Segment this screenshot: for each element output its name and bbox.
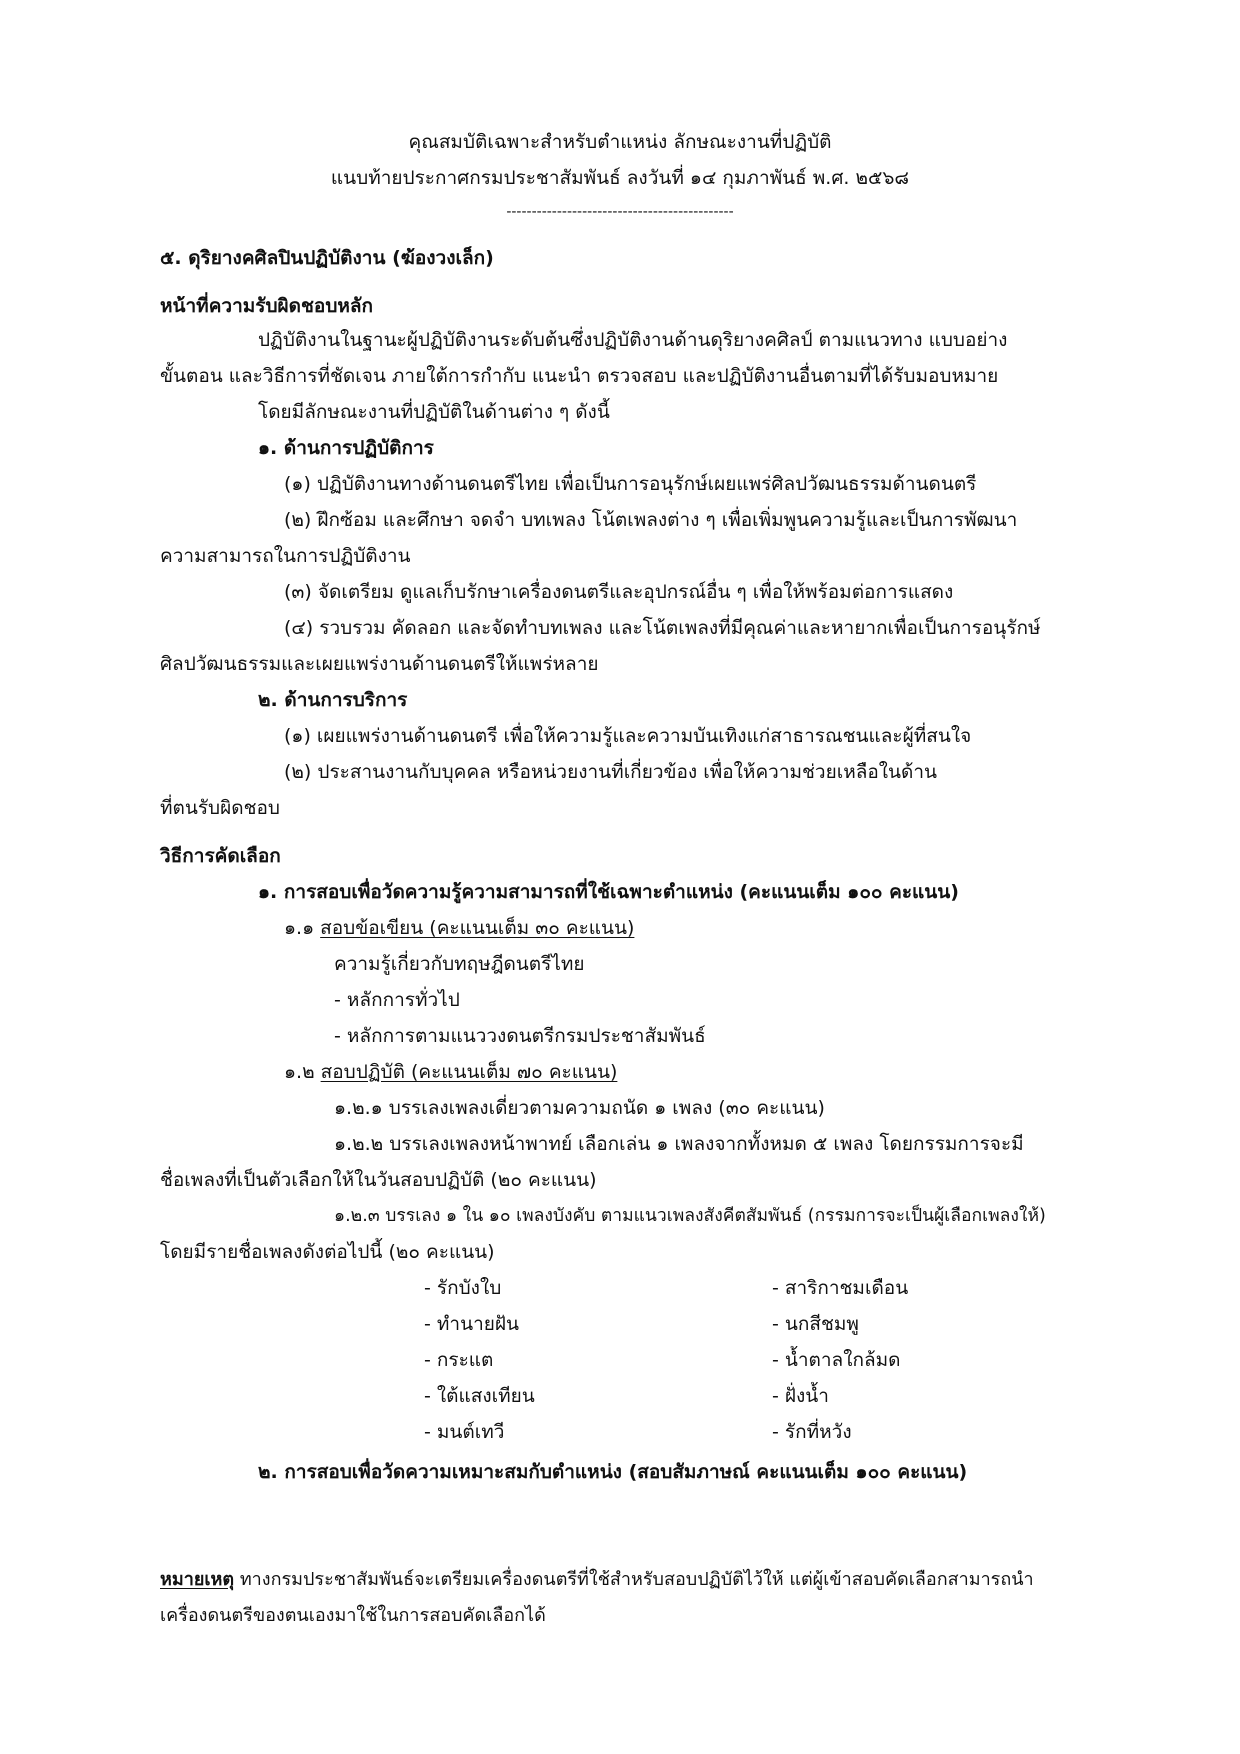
svc-item-1: (๑) เผยแพร่งานด้านดนตรี เพื่อให้ความรู้และความบันเทิงแก่สาธารณชนและผู้ที่สนใจ	[284, 725, 972, 747]
exam1-1-item-2: - หลักการตามแนววงดนตรีกรมประชาสัมพันธ์	[334, 1025, 706, 1047]
exam1-2-label: สอบปฏิบัติ (คะแนนเต็ม ๗๐ คะแนน)	[320, 1061, 618, 1083]
header-separator: ---------------------------------------------	[506, 204, 734, 220]
exam1-heading: ๑. การสอบเพื่อวัดความรู้ความสามารถที่ใช้เฉพาะตำแหน่ง (คะแนนเต็ม ๑๐๐ คะแนน)	[258, 881, 959, 903]
exam1-1-number: ๑.๑	[284, 917, 315, 939]
song-left-5: - มนต์เทวี	[424, 1421, 505, 1443]
exam1-1-item-1: - หลักการทั่วไป	[334, 989, 460, 1011]
svc-item-2a: (๒) ประสานงานกับบุคคล หรือหน่วยงานที่เกี่ยวข้อง เพื่อให้ความช่วยเหลือในด้าน	[284, 761, 938, 783]
exam1-2-1: ๑.๒.๑ บรรเลงเพลงเดี่ยวตามความถนัด ๑ เพลง (๓๐ คะแนน)	[334, 1097, 825, 1119]
song-right-4: - ฝั่งน้ำ	[772, 1385, 829, 1407]
exam1-1-heading	[284, 914, 634, 942]
song-right-1: - สาริกาชมเดือน	[772, 1277, 909, 1299]
exam2-heading: ๒. การสอบเพื่อวัดความเหมาะสมกับตำแหน่ง (สอบสัมภาษณ์ คะแนนเต็ม ๑๐๐ คะแนน)	[258, 1461, 968, 1483]
duties-intro-2: ขั้นตอน และวิธีการที่ชัดเจน ภายใต้การกำกับ แนะนำ ตรวจสอบ และปฏิบัติงานอื่นตามที่ได้รับมอบหมาย	[160, 365, 999, 387]
header-title-line1: คุณสมบัติเฉพาะสำหรับตำแหน่ง ลักษณะงานที่ปฏิบัติ	[408, 131, 832, 153]
ops-heading: ๑. ด้านการปฏิบัติการ	[258, 437, 434, 459]
ops-item-1: (๑) ปฏิบัติงานทางด้านดนตรีไทย เพื่อเป็นการอนุรักษ์เผยแพร่ศิลปวัฒนธรรมด้านดนตรี	[284, 473, 977, 495]
song-left-4: - ใต้แสงเทียน	[424, 1385, 535, 1407]
note-line-1	[160, 1566, 1034, 1594]
note-text-2: เครื่องดนตรีของตนเองมาใช้ในการสอบคัดเลือกได้	[160, 1605, 546, 1626]
exam1-2-2b: ชื่อเพลงที่เป็นตัวเลือกให้ในวันสอบปฏิบัติ (๒๐ คะแนน)	[160, 1169, 597, 1191]
duties-intro-3: โดยมีลักษณะงานที่ปฏิบัติในด้านต่าง ๆ ดังนี้	[258, 401, 610, 423]
ops-item-2b: ความสามารถในการปฏิบัติงาน	[160, 545, 411, 567]
duties-intro-1: ปฏิบัติงานในฐานะผู้ปฏิบัติงานระดับต้นซึ่งปฏิบัติงานด้านดุริยางคศิลป์ ตามแนวทาง แบบอย่าง	[258, 329, 1008, 351]
ops-item-4a: (๔) รวบรวม คัดลอก และจัดทำบทเพลง และโน้ตเพลงที่มีคุณค่าและหายากเพื่อเป็นการอนุรักษ์	[284, 617, 1041, 639]
selection-heading: วิธีการคัดเลือก	[160, 845, 281, 867]
note-text-1: ทางกรมประชาสัมพันธ์จะเตรียมเครื่องดนตรีที่ใช้สำหรับสอบปฏิบัติไว้ให้ แต่ผู้เข้าสอบคัดเลือกสามารถนำ	[234, 1569, 1034, 1590]
svc-item-2b: ที่ตนรับผิดชอบ	[160, 797, 280, 819]
ops-item-4b: ศิลปวัฒนธรรมและเผยแพร่งานด้านดนตรีให้แพร่หลาย	[160, 653, 599, 675]
exam1-1-label: สอบข้อเขียน (คะแนนเต็ม ๓๐ คะแนน)	[320, 917, 635, 939]
exam1-2-2a: ๑.๒.๒ บรรเลงเพลงหน้าพาทย์ เลือกเล่น ๑ เพลงจากทั้งหมด ๕ เพลง โดยกรรมการจะมี	[334, 1133, 1024, 1155]
song-right-2: - นกสีชมพู	[772, 1313, 859, 1335]
header-title-line2: แนบท้ายประกาศกรมประชาสัมพันธ์ ลงวันที่ ๑๔ กุมภาพันธ์ พ.ศ. ๒๕๖๘	[330, 167, 910, 189]
svc-heading: ๒. ด้านการบริการ	[258, 689, 408, 711]
position-title: ๕. ดุริยางคศิลปินปฏิบัติงาน (ฆ้องวงเล็ก)	[160, 247, 494, 269]
note-label: หมายเหตุ	[160, 1569, 235, 1590]
exam1-2-number: ๑.๒	[284, 1061, 315, 1083]
exam1-2-heading	[284, 1058, 617, 1086]
duties-heading: หน้าที่ความรับผิดชอบหลัก	[160, 295, 374, 317]
song-left-1: - รักบังใบ	[424, 1277, 502, 1299]
exam1-1-topic: ความรู้เกี่ยวกับทฤษฎีดนตรีไทย	[334, 953, 585, 975]
song-left-3: - กระแต	[424, 1349, 494, 1371]
song-right-3: - น้ำตาลใกล้มด	[772, 1349, 901, 1371]
song-right-5: - รักที่หวัง	[772, 1421, 852, 1443]
song-left-2: - ทำนายฝัน	[424, 1313, 519, 1335]
exam1-2-3b: โดยมีรายชื่อเพลงดังต่อไปนี้ (๒๐ คะแนน)	[160, 1241, 495, 1263]
ops-item-2a: (๒) ฝึกซ้อม และศึกษา จดจำ บทเพลง โน้ตเพลงต่าง ๆ เพื่อเพิ่มพูนความรู้และเป็นการพัฒนา	[284, 509, 1018, 531]
ops-item-3: (๓) จัดเตรียม ดูแลเก็บรักษาเครื่องดนตรีและอุปกรณ์อื่น ๆ เพื่อให้พร้อมต่อการแสดง	[284, 581, 954, 603]
exam1-2-3a: ๑.๒.๓ บรรเลง ๑ ใน ๑๐ เพลงบังคับ ตามแนวเพลงสังคีตสัมพันธ์ (กรรมการจะเป็นผู้เลือกเพลงให้)	[334, 1206, 1046, 1226]
